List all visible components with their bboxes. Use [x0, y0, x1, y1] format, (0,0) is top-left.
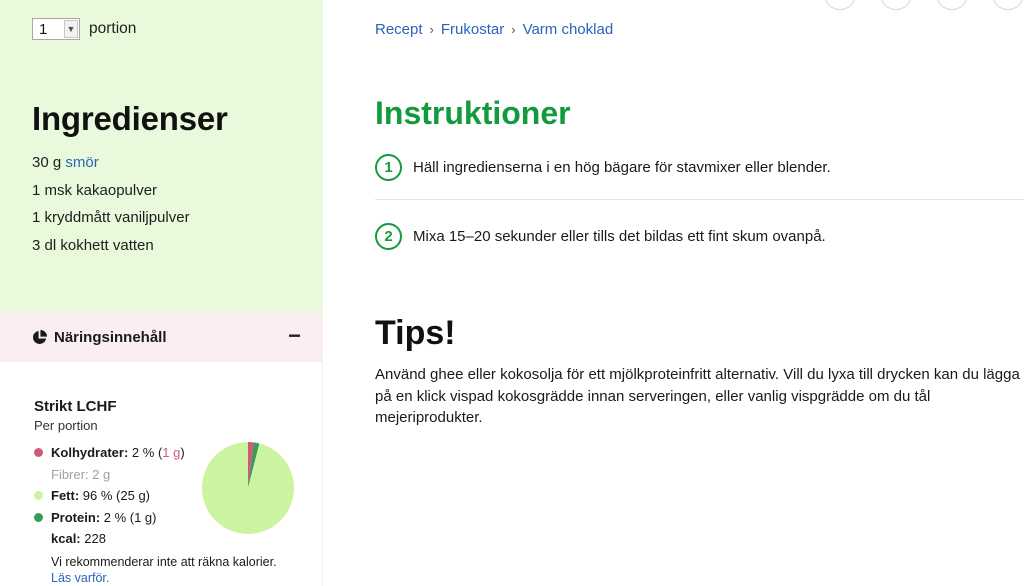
portion-select[interactable] [32, 18, 80, 40]
share-circle-icon[interactable] [992, 0, 1024, 10]
share-circle-icon[interactable] [936, 0, 968, 10]
ingredients-panel [0, 0, 323, 313]
portion-select-value: 1 [39, 20, 48, 38]
step-text: Häll ingredienserna i en hög bägare för stavmixer eller blender. [413, 159, 831, 176]
chevron-down-icon[interactable]: ▼ [64, 20, 78, 38]
macro-kcal [34, 528, 185, 550]
ingredient-link-smor[interactable]: smör [65, 154, 99, 171]
read-why-link[interactable]: Läs varför. [51, 571, 110, 585]
carbs-label: Kolhydrater: [51, 445, 129, 460]
step-text: Mixa 15–20 sekunder eller tills det bildas ett fint skum ovanpå. [413, 228, 826, 245]
per-portion-label: Per portion [34, 418, 98, 433]
protein-value: 2 % (1 g) [103, 509, 157, 525]
carbs-grams: 1 g [162, 445, 181, 460]
protein-label: Protein: [51, 509, 101, 525]
breadcrumb-item[interactable]: Recept [375, 21, 423, 38]
portion-label: portion [89, 20, 137, 37]
macro-list [34, 442, 185, 550]
macro-fiber: Fibrer: 2 g [51, 466, 111, 482]
tips-text: Använd ghee eller kokosolja för ett mjölkproteinfritt alternativ. Vill du lyxa till drycken kan du lägga på en klick vispad kokosgrädde innan serveringen, eller vanlig vispgrädde om du tål mejeriprodukter. [375, 366, 1020, 426]
breadcrumb-item[interactable]: Varm choklad [522, 21, 614, 38]
ingredients-title: Ingredienser [32, 100, 228, 137]
kcal-label: kcal: [51, 531, 81, 546]
instruction-step [375, 154, 831, 181]
diet-title: Strikt LCHF [34, 398, 117, 415]
kcal-value: 228 [84, 531, 106, 546]
ingredient-amount: 30 g [32, 154, 62, 171]
macro-fat [34, 485, 185, 507]
step-number: 1 [375, 154, 402, 181]
macro-protein [34, 507, 185, 529]
chevron-right-icon: › [511, 22, 516, 37]
ingredient-item [32, 149, 190, 177]
macro-carbs: Kolhydrater: 2 % ( 1 g ) [34, 442, 185, 464]
pie-slice-fat [202, 442, 294, 534]
macro-pie-chart [200, 440, 296, 536]
instructions-title: Instruktioner [375, 95, 571, 131]
ingredients-list [32, 149, 190, 259]
protein-dot-icon [34, 513, 43, 522]
main-content [323, 0, 1024, 586]
social-icons [824, 0, 1024, 10]
carbs-pct: 2 % [131, 445, 155, 460]
ingredient-item: 1 msk kakaopulver [32, 181, 158, 199]
breadcrumb-item[interactable]: Frukostar [440, 21, 505, 38]
calorie-note [51, 554, 277, 586]
instruction-step [375, 223, 826, 250]
breadcrumb [375, 21, 613, 38]
carbs-dot-icon [34, 448, 43, 457]
nutrition-title: Näringsinnehåll [54, 329, 167, 346]
ingredient-item: 3 dl kokhett vatten [32, 236, 154, 254]
share-circle-icon[interactable] [880, 0, 912, 10]
nutrition-header[interactable] [0, 313, 323, 362]
tips-title: Tips! [375, 314, 456, 352]
ingredient-item: 1 kryddmått vaniljpulver [32, 209, 190, 226]
step-divider [375, 199, 1024, 200]
portion-selector-row [32, 18, 136, 40]
share-circle-icon[interactable] [824, 0, 856, 10]
chevron-right-icon: › [429, 22, 434, 37]
step-number: 2 [375, 223, 402, 250]
sidebar [0, 0, 323, 586]
fat-dot-icon [34, 491, 43, 500]
collapse-button[interactable]: − [288, 323, 301, 348]
fat-label: Fett: [51, 488, 80, 503]
fat-value: 96 % (25 g) [82, 488, 150, 503]
pie-chart-icon [32, 330, 47, 345]
calorie-note-text: Vi rekommenderar inte att räkna kalorier. [51, 555, 277, 569]
